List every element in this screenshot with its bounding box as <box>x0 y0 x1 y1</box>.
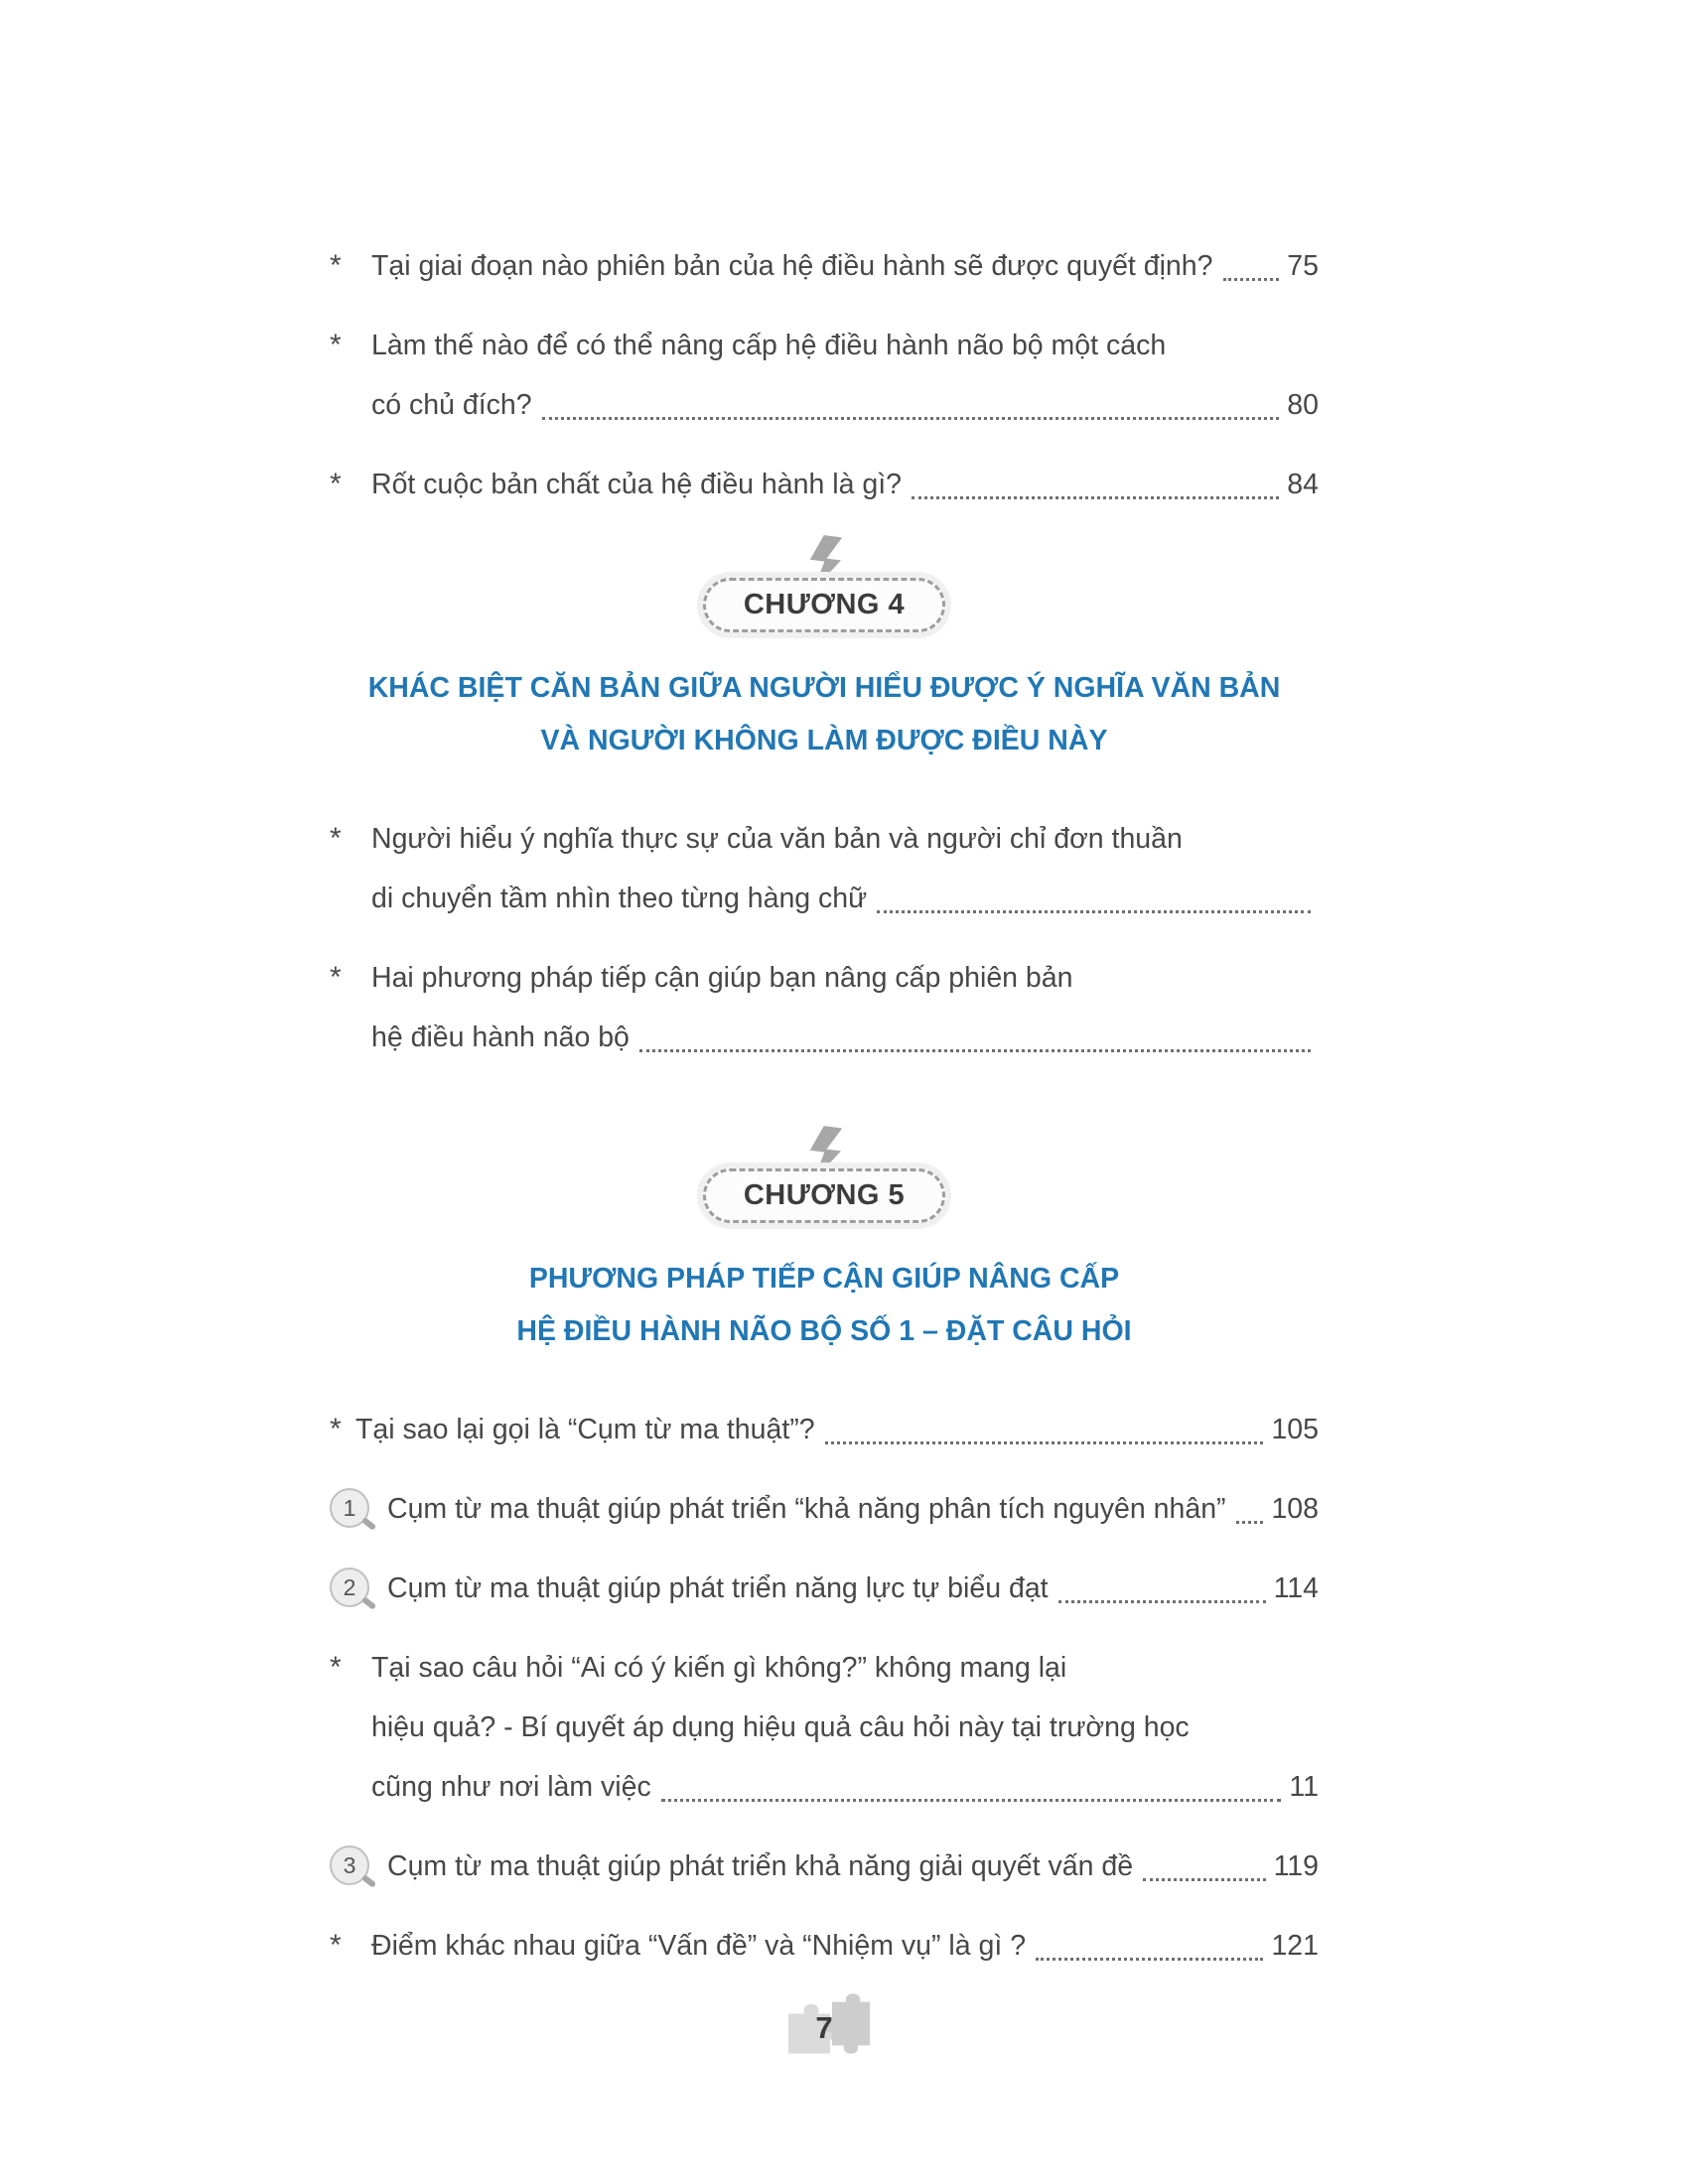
page-number: 7 <box>815 2010 833 2045</box>
entry-text: Điểm khác nhau giữa “Vấn đề” và “Nhiệm vụ” là gì ? <box>371 1930 1027 1962</box>
entry-page-number: 114 <box>1273 1572 1319 1604</box>
entry-number-magnifier-icon: 1 <box>330 1479 387 1539</box>
entry-text: hiệu quả? - Bí quyết áp dụng hiệu quả câu hỏi này tại trường học <box>371 1711 1190 1743</box>
entry-bullet: * <box>330 329 342 361</box>
entry-text: Tại sao câu hỏi “Ai có ý kiến gì không?” không mang lại <box>371 1652 1067 1684</box>
entry-body <box>355 1400 1319 1459</box>
toc-intro-items <box>330 236 1319 514</box>
entry-bullet: * <box>330 249 342 282</box>
entry-text: Tại giai đoạn nào phiên bản của hệ điều hành sẽ được quyết định? <box>371 250 1213 282</box>
entry-text: Làm thế nào để có thể nâng cấp hệ điều hành não bộ một cách <box>371 330 1167 361</box>
dot-leader <box>657 1757 1284 1817</box>
chapter-badge <box>703 578 945 632</box>
chapter-badge-wrap <box>703 1125 945 1223</box>
entry-number-magnifier-icon: 2 <box>330 1559 387 1618</box>
dot-leader <box>1032 1916 1265 1976</box>
entry-page-number: 11 <box>1289 1771 1319 1803</box>
entry-page-number: 105 <box>1271 1414 1319 1445</box>
entry-text: Rốt cuộc bản chất của hệ điều hành là gì? <box>371 469 902 500</box>
entry-page-number: 80 <box>1287 389 1319 421</box>
entry-page-number: 75 <box>1287 250 1319 282</box>
entry-body <box>371 1916 1319 1976</box>
chapter-section <box>330 1125 1319 1976</box>
entry-body <box>387 1559 1319 1618</box>
dot-leader <box>1139 1837 1268 1896</box>
entry-text: cũng như nơi làm việc <box>371 1771 651 1803</box>
entry-page-number: 121 <box>1271 1930 1319 1962</box>
entry-body <box>387 1479 1319 1539</box>
dot-leader <box>873 869 1313 928</box>
dot-leader <box>1055 1559 1268 1618</box>
chapter-items <box>330 1400 1319 1976</box>
dot-leader <box>538 375 1282 435</box>
entry-number-magnifier-icon: 3 <box>330 1837 387 1896</box>
toc-entry <box>330 1559 1319 1618</box>
dot-leader <box>635 1008 1313 1067</box>
entry-body <box>371 1638 1319 1817</box>
dot-leader <box>908 455 1281 514</box>
chapter-badge-label: CHƯƠNG 5 <box>743 1179 906 1211</box>
entry-body <box>371 236 1319 296</box>
chapter-badge <box>703 1168 945 1223</box>
toc-entry <box>330 1400 1319 1459</box>
toc-entry <box>330 809 1319 928</box>
entry-text: Tại sao lại gọi là “Cụm từ ma thuật”? <box>355 1414 815 1445</box>
toc-entry <box>330 455 1319 514</box>
entry-bullet: * <box>330 1929 342 1962</box>
entry-text: Cụm từ ma thuật giúp phát triển “khả năng phân tích nguyên nhân” <box>387 1493 1226 1525</box>
chapter-title: KHÁC BIỆT CĂN BẢN GIỮA NGƯỜI HIỂU ĐƯỢC Ý NGHĨA VĂN BẢN VÀ NGƯỜI KHÔNG LÀM ĐƯỢC ĐIỀU NÀY <box>367 672 1281 756</box>
entry-bullet: * <box>330 822 342 855</box>
entry-bullet: * <box>330 1413 342 1445</box>
chapter-badge-label: CHƯƠNG 4 <box>743 589 906 620</box>
entry-bullet: * <box>330 961 342 994</box>
dot-leader <box>1232 1479 1266 1539</box>
entry-page-number: 108 <box>1271 1493 1319 1525</box>
entry-text: có chủ đích? <box>371 389 532 421</box>
entry-text: hệ điều hành não bộ <box>371 1022 630 1053</box>
entry-page-number: 119 <box>1273 1850 1319 1882</box>
entry-bullet: * <box>330 468 342 500</box>
chapter-badge-wrap <box>703 534 945 632</box>
chapter-title: PHƯƠNG PHÁP TIẾP CẬN GIÚP NÂNG CẤP HỆ ĐIỀU HÀNH NÃO BỘ SỐ 1 – ĐẶT CÂU HỎI <box>516 1263 1132 1347</box>
toc-entry <box>330 1916 1319 1976</box>
entry-body <box>371 809 1319 928</box>
entry-page-number: 84 <box>1287 469 1319 500</box>
toc-entry <box>330 1638 1319 1817</box>
chapter-section <box>330 534 1319 1067</box>
toc-chapters <box>330 534 1319 1976</box>
entry-bullet: * <box>330 1651 342 1684</box>
chapter-items <box>330 809 1319 1067</box>
toc-entry <box>330 236 1319 296</box>
toc-entry <box>330 316 1319 435</box>
toc-entry <box>330 1837 1319 1896</box>
dot-leader <box>1219 236 1282 296</box>
entry-body <box>371 316 1319 435</box>
entry-text: di chuyển tầm nhìn theo từng hàng chữ <box>371 883 868 914</box>
entry-text: Cụm từ ma thuật giúp phát triển khả năng giải quyết vấn đề <box>387 1850 1134 1882</box>
entry-body <box>371 948 1319 1067</box>
toc-entry <box>330 948 1319 1067</box>
entry-text: Cụm từ ma thuật giúp phát triển năng lực tự biểu đạt <box>387 1572 1049 1604</box>
entry-text: Người hiểu ý nghĩa thực sự của văn bản và người chỉ đơn thuần <box>371 823 1183 855</box>
entry-text: Hai phương pháp tiếp cận giúp bạn nâng cấp phiên bản <box>371 962 1073 994</box>
page-footer <box>330 1985 1319 2071</box>
entry-body <box>371 455 1319 514</box>
entry-body <box>387 1837 1319 1896</box>
dot-leader <box>821 1400 1266 1459</box>
toc-entry <box>330 1479 1319 1539</box>
